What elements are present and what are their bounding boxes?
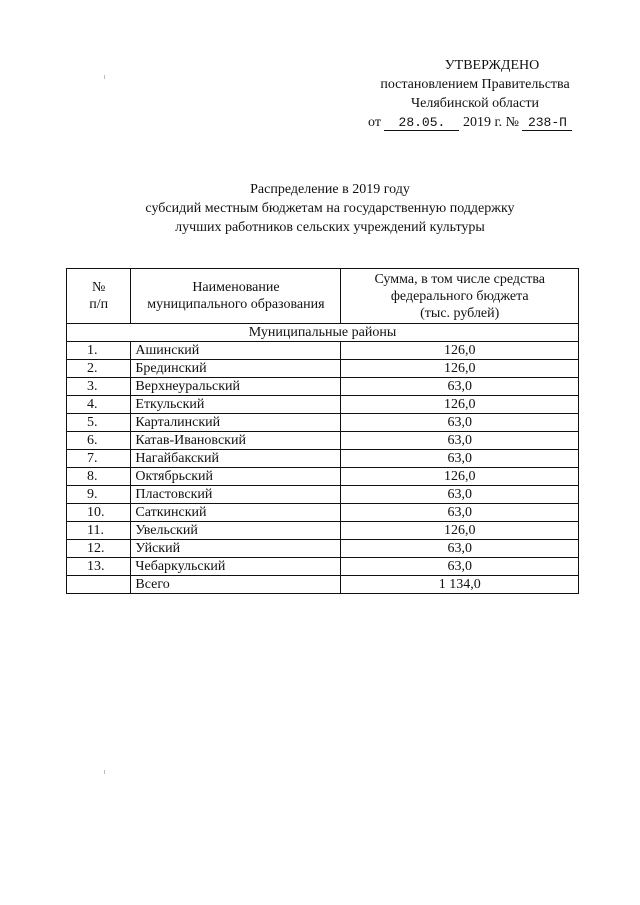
row-municipality: Уйский [131,540,341,558]
table-row [67,486,579,504]
row-municipality: Саткинский [131,504,341,522]
row-municipality: Чебаркульский [131,558,341,576]
row-municipality: Нагайбакский [131,450,341,468]
section-row [67,324,579,342]
row-municipality: Пластовский [131,486,341,504]
row-number: 2. [67,360,131,378]
distribution-table [66,268,579,594]
scan-mark [104,770,105,774]
row-municipality: Увельский [131,522,341,540]
row-number: 9. [67,486,131,504]
approval-title: УТВЕРЖДЕНО [444,58,540,73]
row-number: 10. [67,504,131,522]
handwritten-number: 238-П [522,115,572,131]
heading-line-2: субсидий местным бюджетам на государственную поддержку [145,201,515,216]
total-number-empty [67,576,131,594]
table-row [67,522,579,540]
approval-date-line [350,113,600,132]
table-row [67,360,579,378]
heading-line-1: Распределение в 2019 году [250,182,410,197]
table-row [67,468,579,486]
row-sum: 126,0 [341,360,579,378]
handwritten-date: 28.05. [384,115,459,131]
row-municipality: Катав-Ивановский [131,432,341,450]
table-row [67,504,579,522]
row-municipality: Верхнеуральский [131,378,341,396]
row-number: 5. [67,414,131,432]
table-row [67,378,579,396]
header-sum-line-3: (тыс. рублей) [420,305,500,321]
heading-line-3: лучших работников сельских учреждений культуры [175,220,485,235]
total-sum: 1 134,0 [341,576,579,594]
row-number: 7. [67,450,131,468]
row-sum: 63,0 [341,432,579,450]
table-row [67,414,579,432]
row-sum: 63,0 [341,540,579,558]
header-name [131,269,341,324]
header-number-line-1: № [92,280,106,295]
total-row [67,576,579,594]
approval-decree: постановлением Правительства [380,77,570,92]
table-row [67,450,579,468]
header-sum-line-1: Сумма, в том числе средства [374,271,546,287]
table-header-row [67,269,579,324]
row-municipality: Брединский [131,360,341,378]
row-number: 12. [67,540,131,558]
table-row [67,540,579,558]
row-sum: 126,0 [341,522,579,540]
row-sum: 63,0 [341,558,579,576]
table-row [67,342,579,360]
row-sum: 63,0 [341,378,579,396]
header-sum [341,269,579,324]
row-municipality: Октябрьский [131,468,341,486]
row-municipality: Карталинский [131,414,341,432]
header-number-line-2: п/п [89,297,109,312]
header-sum-line-2: федерального бюджета [390,288,529,304]
row-number: 6. [67,432,131,450]
row-number: 3. [67,378,131,396]
row-sum: 63,0 [341,450,579,468]
total-label: Всего [131,576,341,594]
year-text: 2019 г. № [462,115,519,130]
table-row [67,396,579,414]
row-sum: 63,0 [341,504,579,522]
header-name-line-1: Наименование [192,280,280,295]
row-municipality: Ашинский [131,342,341,360]
row-number: 4. [67,396,131,414]
row-number: 11. [67,522,131,540]
row-sum: 126,0 [341,468,579,486]
row-sum: 63,0 [341,414,579,432]
row-sum: 126,0 [341,396,579,414]
approval-region: Челябинской области [411,96,539,111]
section-label: Муниципальные районы [67,324,579,342]
row-sum: 126,0 [341,342,579,360]
row-number: 13. [67,558,131,576]
row-number: 8. [67,468,131,486]
approval-stamp [350,56,600,132]
row-municipality: Еткульский [131,396,341,414]
table-row [67,432,579,450]
header-name-line-2: муниципального образования [147,297,325,312]
row-number: 1. [67,342,131,360]
row-sum: 63,0 [341,486,579,504]
date-prefix: от [368,115,381,130]
scan-mark [104,75,105,79]
table-row [67,558,579,576]
header-number [67,269,131,324]
document-heading [95,180,565,237]
